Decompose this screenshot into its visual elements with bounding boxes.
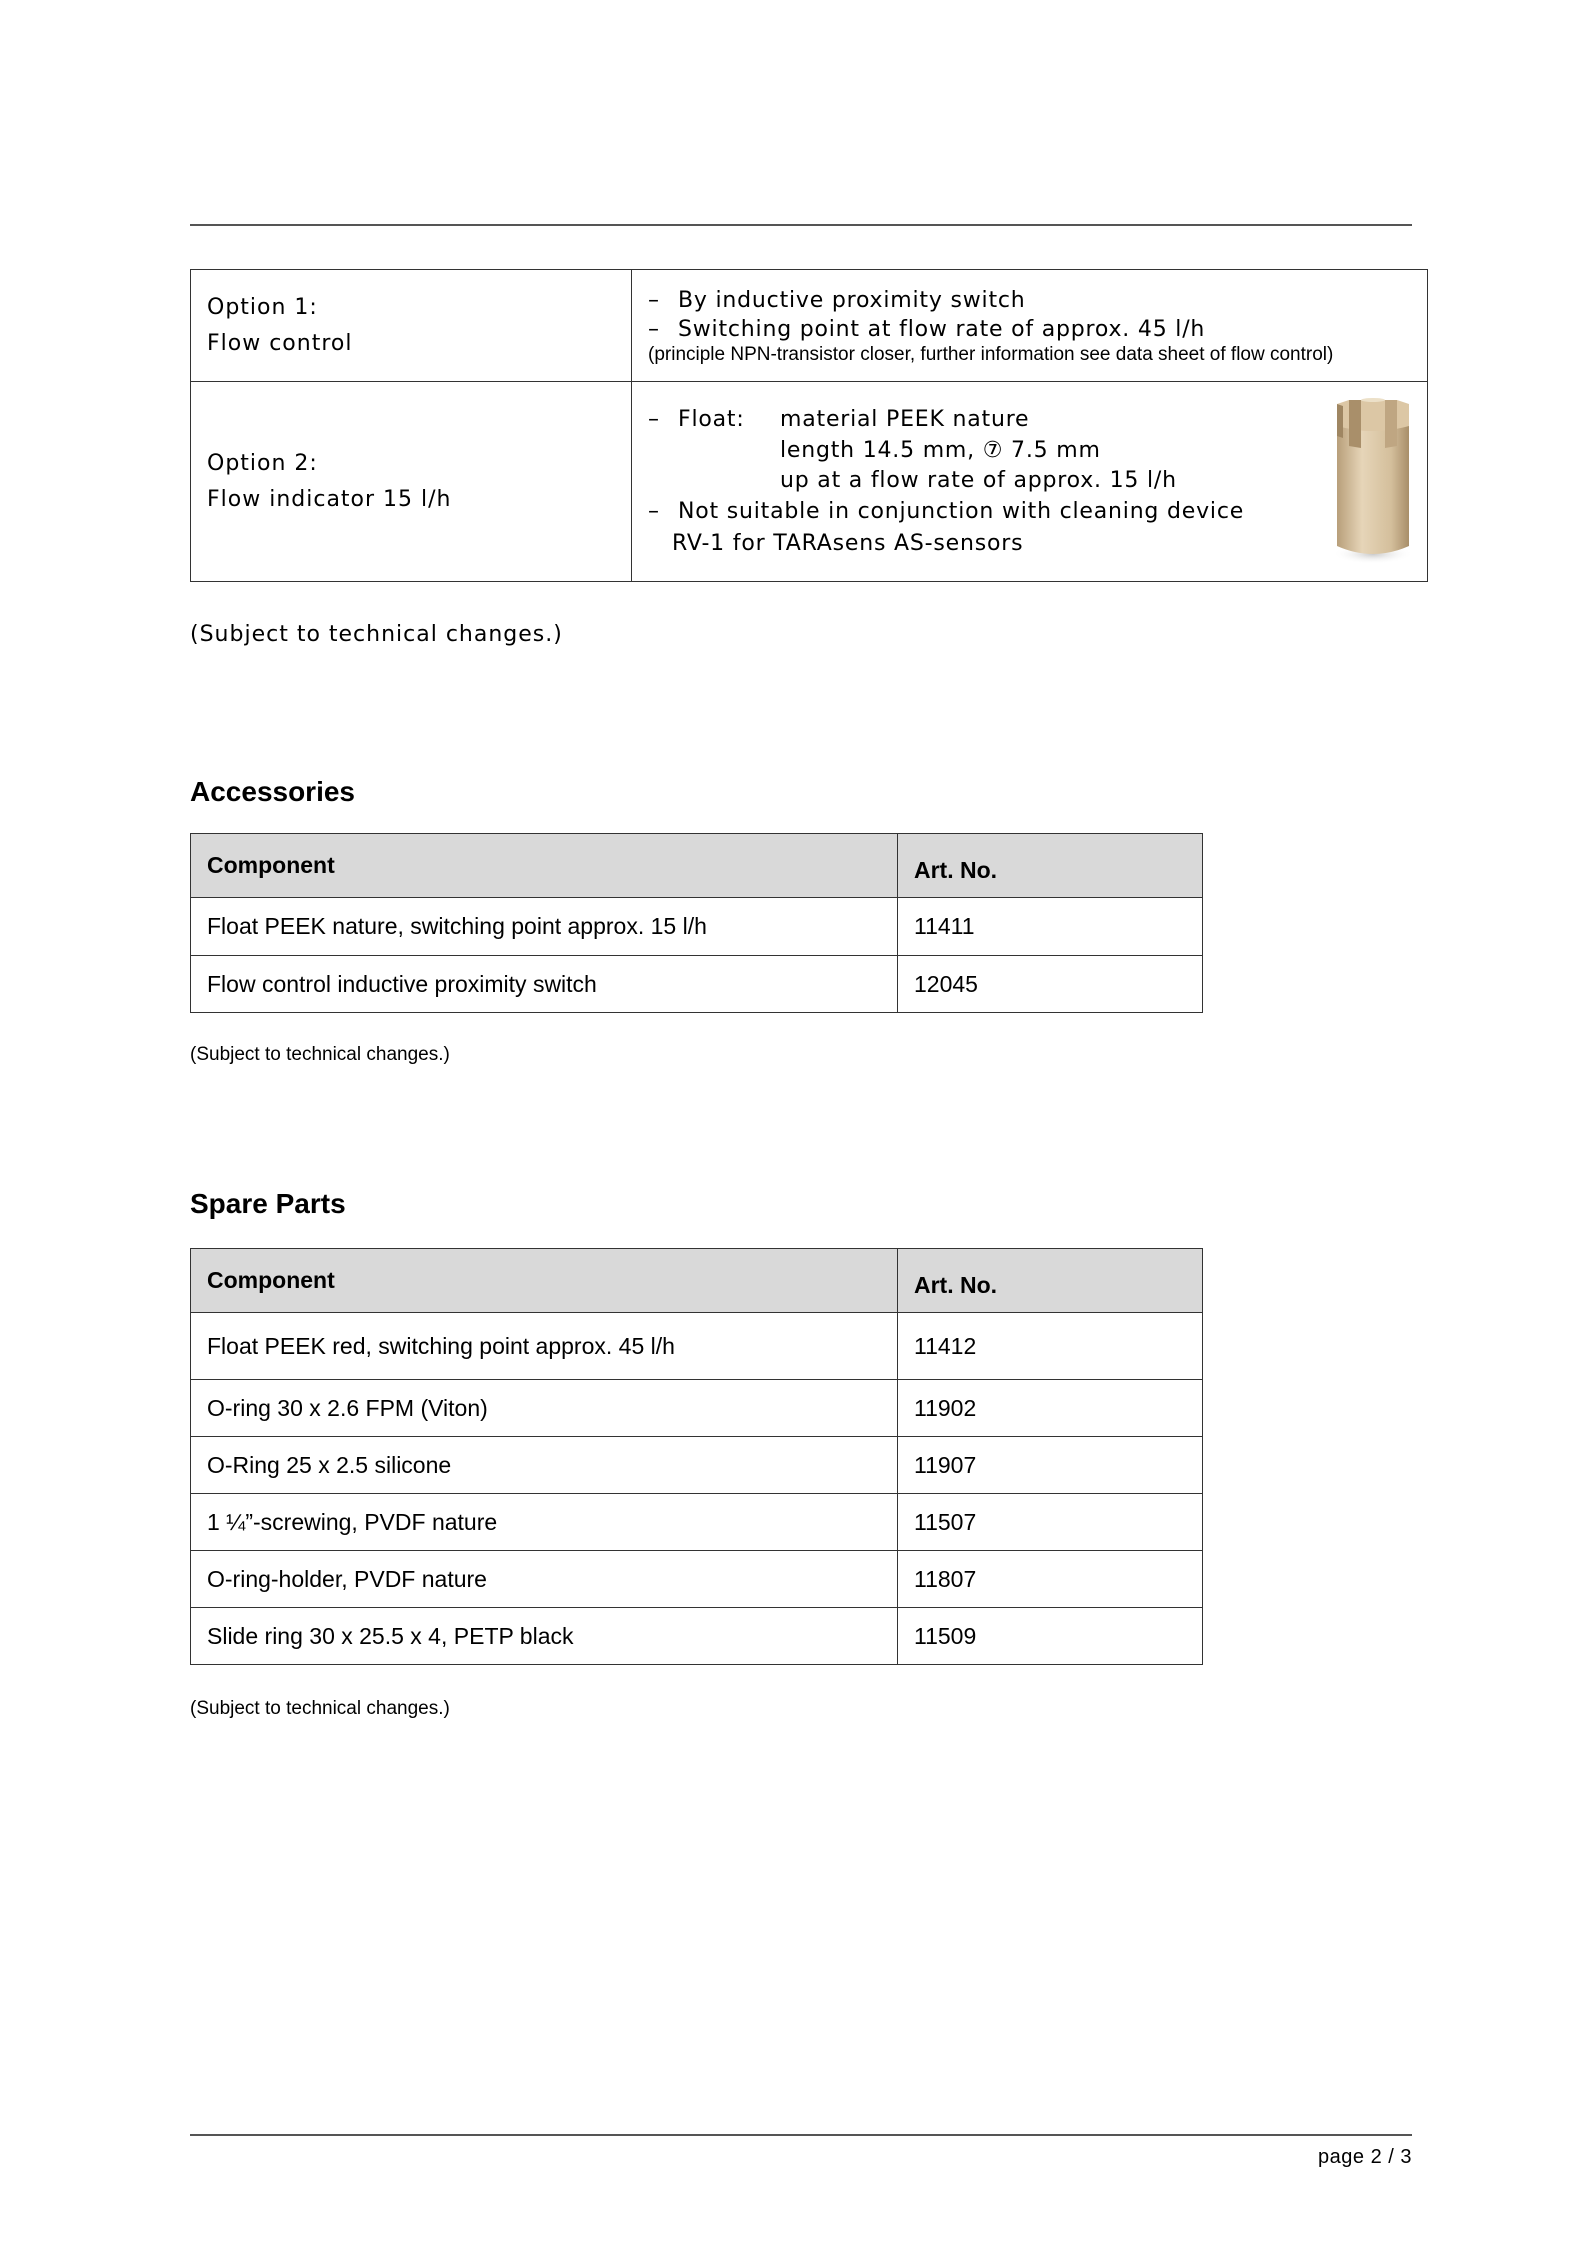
artno-cell: 11411 <box>898 898 1203 956</box>
page-number: page 2 / 3 <box>1318 2146 1412 2168</box>
col-artno: Art. No. <box>898 1249 1203 1313</box>
option2-label: Option 2: <box>207 450 318 476</box>
option2-label-cell <box>191 382 632 582</box>
artno-cell: 12045 <box>898 956 1203 1013</box>
col-artno: Art. No. <box>898 834 1203 898</box>
accessories-note: (Subject to technical changes.) <box>190 1044 450 1065</box>
table-row <box>191 1313 1203 1380</box>
option1-bullet2 <box>648 317 1427 343</box>
option2-bullet2 <box>648 496 1427 528</box>
float-label: Float: <box>678 406 745 432</box>
option1-title: Flow control <box>207 330 353 356</box>
component-cell: 1 ¼”-screwing, PVDF nature <box>191 1494 898 1551</box>
float-part-image <box>1331 396 1415 566</box>
float-material: material PEEK nature <box>780 406 1030 432</box>
dash-bullet: – <box>648 287 660 313</box>
accessories-table <box>190 833 1203 1013</box>
spare-parts-heading: Spare Parts <box>190 1188 346 1219</box>
option2-title: Flow indicator 15 l/h <box>207 486 452 512</box>
component-cell: Float PEEK nature, switching point approx. 15 l/h <box>191 898 898 956</box>
table-row <box>191 1551 1203 1608</box>
artno-cell: 11807 <box>898 1551 1203 1608</box>
accessories-heading: Accessories <box>190 776 356 807</box>
spare-parts-note: (Subject to technical changes.) <box>190 1698 450 1719</box>
component-cell: Slide ring 30 x 25.5 x 4, PETP black <box>191 1608 898 1665</box>
spare-parts-table <box>190 1248 1203 1665</box>
option1-desc-cell <box>632 270 1428 382</box>
option2-float-line <box>648 404 1427 436</box>
table-row <box>191 1608 1203 1665</box>
option1-bullet2-text: Switching point at flow rate of approx. 45 l/h <box>678 316 1206 342</box>
dash-bullet: – <box>648 316 660 342</box>
footer-rule <box>190 2134 1412 2136</box>
component-cell: O-Ring 25 x 2.5 silicone <box>191 1437 898 1494</box>
options-table <box>190 269 1428 582</box>
option1-bullet1 <box>648 285 1427 317</box>
component-cell: O-ring 30 x 2.6 FPM (Viton) <box>191 1380 898 1437</box>
table-row <box>191 1380 1203 1437</box>
option2-bullet2-text: Not suitable in conjunction with cleaning device <box>678 498 1245 524</box>
artno-cell: 11902 <box>898 1380 1203 1437</box>
artno-cell: 11507 <box>898 1494 1203 1551</box>
option2-bullet2-cont: RV-1 for TARAsens AS-sensors <box>672 530 1024 556</box>
option1-bullet1-text: By inductive proximity switch <box>678 287 1026 313</box>
option2-desc-cell <box>632 382 1428 582</box>
option1-label-cell <box>191 270 632 382</box>
dash-bullet: – <box>648 498 660 524</box>
table-header-row <box>191 834 1203 898</box>
component-cell: Float PEEK red, switching point approx. 45 l/h <box>191 1313 898 1380</box>
table-row <box>191 1494 1203 1551</box>
col-component: Component <box>191 1249 898 1313</box>
option2-row <box>191 382 1428 582</box>
float-flow-rate: up at a flow rate of approx. 15 l/h <box>780 467 1177 493</box>
option1-note: (principle NPN-transistor closer, further information see data sheet of flow control) <box>648 343 1334 365</box>
component-cell: Flow control inductive proximity switch <box>191 956 898 1013</box>
col-component: Component <box>191 834 898 898</box>
option1-label: Option 1: <box>207 294 318 320</box>
subject-note: (Subject to technical changes.) <box>190 622 563 647</box>
artno-cell: 11412 <box>898 1313 1203 1380</box>
table-row <box>191 956 1203 1013</box>
float-length: length 14.5 mm, ⑦ 7.5 mm <box>780 437 1101 463</box>
table-row <box>191 898 1203 956</box>
header-rule <box>190 224 1412 226</box>
dash-bullet: – <box>648 406 660 432</box>
artno-cell: 11509 <box>898 1608 1203 1665</box>
table-row <box>191 1437 1203 1494</box>
option1-row <box>191 270 1428 382</box>
artno-cell: 11907 <box>898 1437 1203 1494</box>
table-header-row <box>191 1249 1203 1313</box>
component-cell: O-ring-holder, PVDF nature <box>191 1551 898 1608</box>
